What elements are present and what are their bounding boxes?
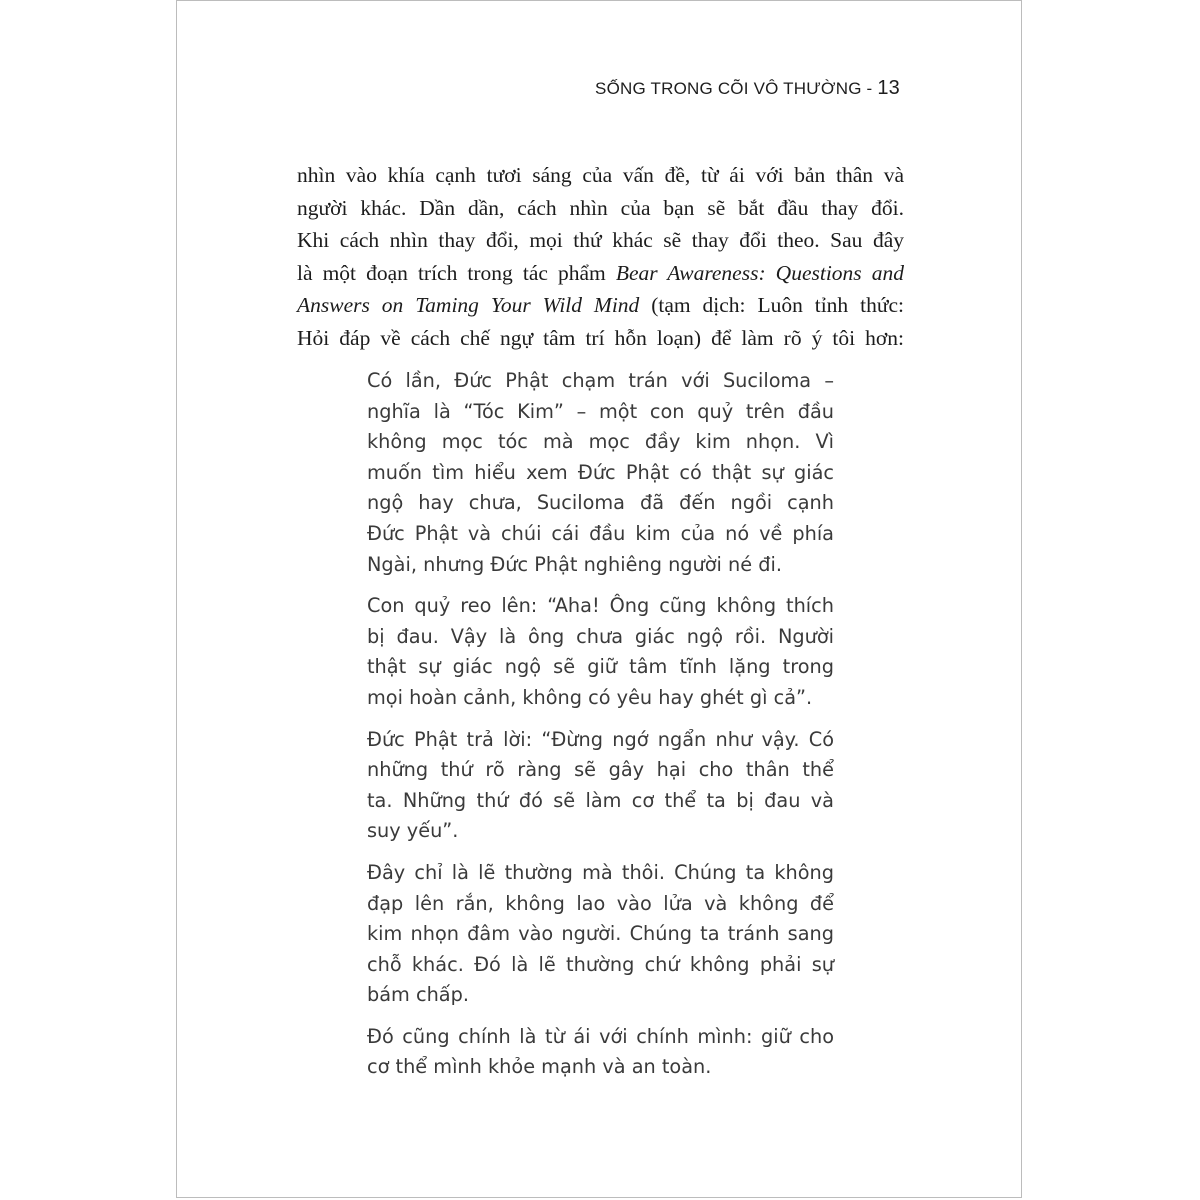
quote-line: Có lần, Đức Phật chạm trán với Suciloma – [367, 369, 834, 392]
book-page [176, 0, 1022, 1198]
quote-line: Đức Phật và chúi cái đầu kim của nó về phía [367, 521, 834, 545]
quote-line: không mọc tóc mà mọc đầy kim nhọn. Vì [367, 430, 834, 454]
book-title-italic: Answers on Taming Your Wild Mind [297, 293, 640, 318]
quote-paragraph [367, 366, 834, 580]
book-title-italic: Bear Awareness: Questions and [615, 260, 904, 285]
body-line: nhìn vào khía cạnh tươi sáng của vấn đề, từ ái với bản thân và [297, 163, 904, 187]
block-quote [367, 366, 834, 1094]
body-line [297, 289, 904, 322]
body-text-segment: là một đoạn trích trong tác phẩm [297, 260, 606, 285]
quote-line: Con quỷ reo lên: “Aha! Ông cũng không thích [367, 594, 834, 618]
quote-paragraph [367, 591, 834, 713]
quote-line: những thứ rõ ràng sẽ gây hại cho thân thể [367, 758, 834, 782]
quote-line: đạp lên rắn, không lao vào lửa và không để [367, 891, 834, 915]
body-line: Khi cách nhìn thay đổi, mọi thứ khác sẽ thay đổi theo. Sau đây [297, 228, 904, 253]
quote-line: kim nhọn đâm vào người. Chúng ta tránh sang [367, 922, 834, 946]
quote-line: bám chấp. [367, 983, 469, 1007]
quote-line: bị đau. Vậy là ông chưa giác ngộ rồi. Người [367, 624, 834, 648]
quote-line: chỗ khác. Đó là lẽ thường chứ không phải sự [367, 952, 834, 976]
quote-line: ngộ hay chưa, Suciloma đã đến ngồi cạnh [367, 491, 834, 515]
body-text-segment: (tạm dịch: Luôn tỉnh thức: [651, 293, 904, 318]
body-line: người khác. Dần dần, cách nhìn của bạn sẽ bắt đầu thay đổi. [297, 195, 904, 220]
body-line: Hỏi đáp về cách chế ngự tâm trí hỗn loạn) để làm rõ ý tôi hơn: [297, 325, 904, 350]
running-title: SỐNG TRONG CÕI VÔ THƯỜNG - [595, 79, 873, 98]
quote-line: suy yếu”. [367, 819, 459, 843]
quote-line: cơ thể mình khỏe mạnh và an toàn. [367, 1055, 712, 1079]
quote-line: ta. Những thứ đó sẽ làm cơ thể ta bị đau và [367, 788, 834, 812]
quote-line: Ngài, nhưng Đức Phật nghiêng người né đi. [367, 552, 782, 576]
quote-line: nghĩa là “Tóc Kim” – một con quỷ trên đầu [367, 399, 834, 423]
quote-paragraph [367, 1022, 834, 1083]
quote-line: muốn tìm hiểu xem Đức Phật có thật sự giác [367, 460, 834, 484]
quote-paragraph [367, 858, 834, 1011]
quote-line: mọi hoàn cảnh, không có yêu hay ghét gì cả”. [367, 685, 813, 709]
quote-line: Đó cũng chính là từ ái với chính mình: giữ cho [367, 1024, 834, 1048]
body-line [297, 257, 904, 290]
quote-line: Đây chỉ là lẽ thường mà thôi. Chúng ta không [367, 860, 834, 884]
body-paragraph [297, 159, 904, 355]
quote-line: Đức Phật trả lời: “Đừng ngớ ngẩn như vậy. Có [367, 727, 834, 751]
quote-line: thật sự giác ngộ sẽ giữ tâm tĩnh lặng trong [367, 655, 834, 679]
running-header [595, 77, 900, 100]
page-number: 13 [877, 77, 900, 99]
quote-paragraph [367, 725, 834, 847]
